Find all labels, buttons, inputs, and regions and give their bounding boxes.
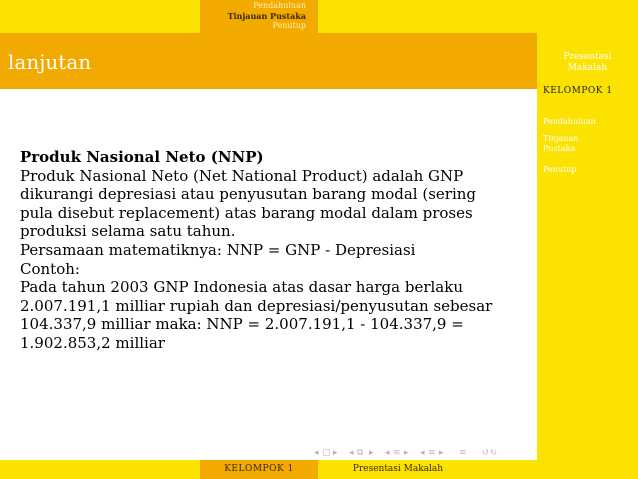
content-line: 2.007.191,1 milliar rupiah dan depresiasi/penyusutan sebesar: [20, 296, 493, 315]
subsection-next-icon[interactable]: ▸: [369, 448, 374, 458]
search-icon[interactable]: ↺↻: [482, 448, 498, 458]
frame-prev-icon[interactable]: ◂: [314, 448, 319, 458]
frame-icon[interactable]: ▢: [322, 448, 331, 458]
sidebar: [537, 33, 638, 460]
nav-item-tinjauan-pustaka[interactable]: Tinjauan Pustaka: [227, 11, 306, 21]
subsection-prev-icon[interactable]: ◂: [349, 448, 354, 458]
part-prev-icon[interactable]: ◂: [420, 448, 425, 458]
slide-content: [20, 148, 520, 353]
content-line: 1.902.853,2 milliar: [20, 333, 165, 352]
content-line: Contoh:: [20, 259, 80, 278]
section-navigation: [200, 0, 318, 33]
slide-title: lanjutan: [8, 50, 92, 74]
sidebar-item-pendahuluan[interactable]: Pendahuluan: [543, 117, 596, 126]
header-bar: [0, 0, 638, 33]
subsection-icon[interactable]: ⧉: [357, 448, 364, 458]
content-line: dikurangi depresiasi atau penyusutan barang modal (sering: [20, 185, 477, 204]
sidebar-title-line1: Presentasi: [563, 52, 612, 62]
nav-item-pendahuluan[interactable]: Pendahuluan: [253, 1, 306, 10]
sidebar-author[interactable]: KELOMPOK 1: [543, 86, 613, 96]
content-line: 104.337,9 milliar maka: NNP = 2.007.191,1 - 104.337,9 =: [20, 315, 464, 334]
section-next-icon[interactable]: ▸: [404, 448, 409, 458]
sidebar-title-line2: Makalah: [567, 63, 608, 73]
content-line: produksi selama satu tahun.: [20, 222, 236, 241]
section-icon[interactable]: ≡: [393, 448, 401, 458]
nav-item-penutup[interactable]: Penutup: [272, 21, 306, 30]
align-icon[interactable]: ≡: [459, 448, 467, 458]
footer-author: KELOMPOK 1: [200, 460, 318, 479]
section-prev-icon[interactable]: ◂: [385, 448, 390, 458]
part-icon[interactable]: ≡: [428, 448, 436, 458]
sidebar-presentation-title[interactable]: [537, 52, 638, 74]
part-next-icon[interactable]: ▸: [439, 448, 444, 458]
content-line: Pada tahun 2003 GNP Indonesia atas dasar harga berlaku: [20, 278, 463, 297]
content-line: Produk Nasional Neto (Net National Product) adalah GNP: [20, 166, 464, 185]
frame-next-icon[interactable]: ▸: [333, 448, 338, 458]
content-heading: Produk Nasional Neto (NNP): [20, 148, 264, 166]
beamer-navigation-symbols: [312, 448, 537, 460]
sidebar-item-pustaka[interactable]: Pustaka: [543, 144, 576, 153]
sidebar-item-tinjauan[interactable]: Tinjauan: [543, 134, 579, 143]
content-line: pula disebut replacement) atas barang modal dalam proses: [20, 203, 473, 222]
content-line: Persamaan matematiknya: NNP = GNP - Depresiasi: [20, 240, 416, 259]
sidebar-item-penutup[interactable]: Penutup: [543, 165, 577, 174]
footer-title: Presentasi Makalah: [352, 464, 444, 474]
